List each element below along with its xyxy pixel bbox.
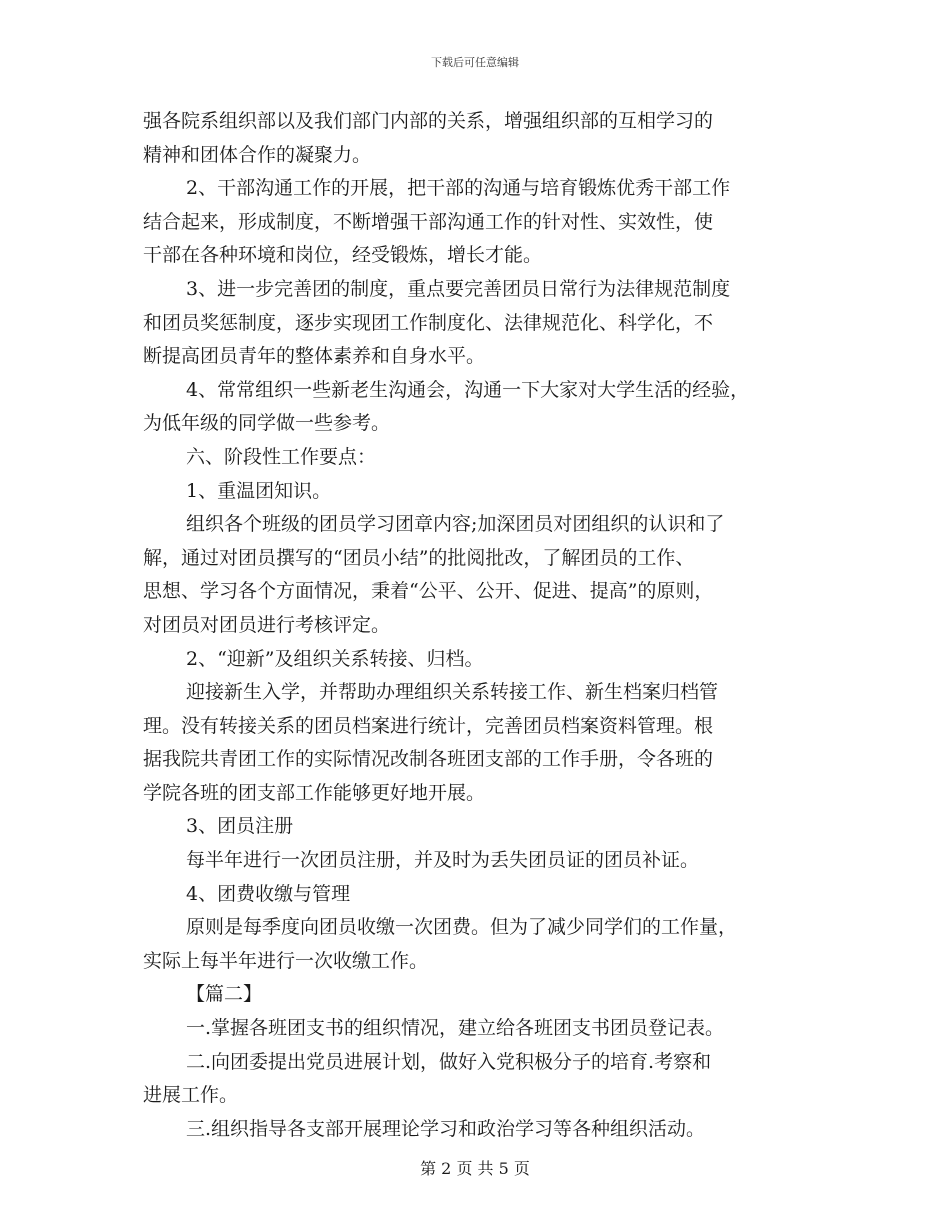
paragraph-line: 迎接新生入学，并帮助办理组织关系转接工作、新生档案归档管 — [186, 681, 719, 704]
paragraph-line: 断提高团员青年的整体素养和自身水平。 — [143, 345, 486, 368]
paragraph-line: 组织各个班级的团员学习团章内容;加深团员对团组织的认识和了 — [186, 513, 725, 536]
chapter-heading: 【篇二】 — [186, 983, 263, 1006]
paragraph-line: 精神和团体合作的凝聚力。 — [143, 143, 372, 166]
subsection-heading: 3、团员注册 — [186, 815, 294, 838]
paragraph-line: 和团员奖惩制度，逐步实现团工作制度化、法律规范化、科学化，不 — [143, 311, 714, 334]
paragraph-line: 强各院系组织部以及我们部门内部的关系，增强组织部的互相学习的 — [143, 110, 714, 132]
subsection-heading: 4、团费收缴与管理 — [186, 882, 351, 905]
subsection-heading: 1、重温团知识。 — [186, 479, 332, 502]
paragraph-line: 为低年级的同学做一些参考。 — [143, 412, 391, 435]
paragraph-line: 二.向团委提出党员进展计划，做好入党积极分子的培育.考察和 — [186, 1050, 712, 1073]
paragraph-line: 实际上每半年进行一次收缴工作。 — [143, 949, 429, 972]
paragraph-line: 每半年进行一次团员注册，并及时为丢失团员证的团员补证。 — [186, 849, 700, 872]
section-heading: 六、阶段性工作要点： — [186, 445, 377, 468]
paragraph-line: 干部在各种环境和岗位，经受锻炼，增长才能。 — [143, 244, 543, 267]
page-number: 第 2 页 共 5 页 — [420, 1159, 530, 1178]
paragraph-line: 思想、学习各个方面情况，秉着“公平、公开、促进、提高”的原则， — [143, 580, 714, 603]
paragraph-line: 3、进一步完善团的制度，重点要完善团员日常行为法律规范制度 — [186, 277, 731, 300]
paragraph-line: 解，通过对团员撰写的“团员小结”的批阅批改，了解团员的工作、 — [143, 546, 695, 569]
paragraph-line: 理。没有转接关系的团员档案进行统计，完善团员档案资料管理。根 — [143, 714, 714, 737]
paragraph-line: 学院各班的团支部工作能够更好地开展。 — [143, 781, 486, 804]
paragraph-line: 进展工作。 — [143, 1084, 239, 1107]
paragraph-line: 结合起来，形成制度，不断增强干部沟通工作的针对性、实效性，使 — [143, 210, 714, 233]
paragraph-line: 2、干部沟通工作的开展，把干部的沟通与培育锻炼优秀干部工作 — [186, 177, 731, 200]
paragraph-line: 4、常常组织一些新老生沟通会，沟通一下大家对大学生活的经验， — [186, 378, 750, 401]
paragraph-line: 三.组织指导各支部开展理论学习和政治学习等各种组织活动。 — [186, 1117, 706, 1140]
paragraph-line: 一.掌握各班团支书的组织情况，建立给各班团支书团员登记表。 — [186, 1017, 725, 1040]
subsection-heading: 2、“迎新”及组织关系转接、归档。 — [186, 647, 484, 670]
paragraph-line: 据我院共青团工作的实际情况改制各班团支部的工作手册，令各班的 — [143, 748, 714, 771]
paragraph-line: 对团员对团员进行考核评定。 — [143, 613, 391, 636]
paragraph-line: 原则是每季度向团员收缴一次团费。但为了减少同学们的工作量， — [186, 916, 738, 939]
page-header: 下载后可任意编辑 — [431, 56, 519, 69]
document-body — [143, 105, 813, 1146]
